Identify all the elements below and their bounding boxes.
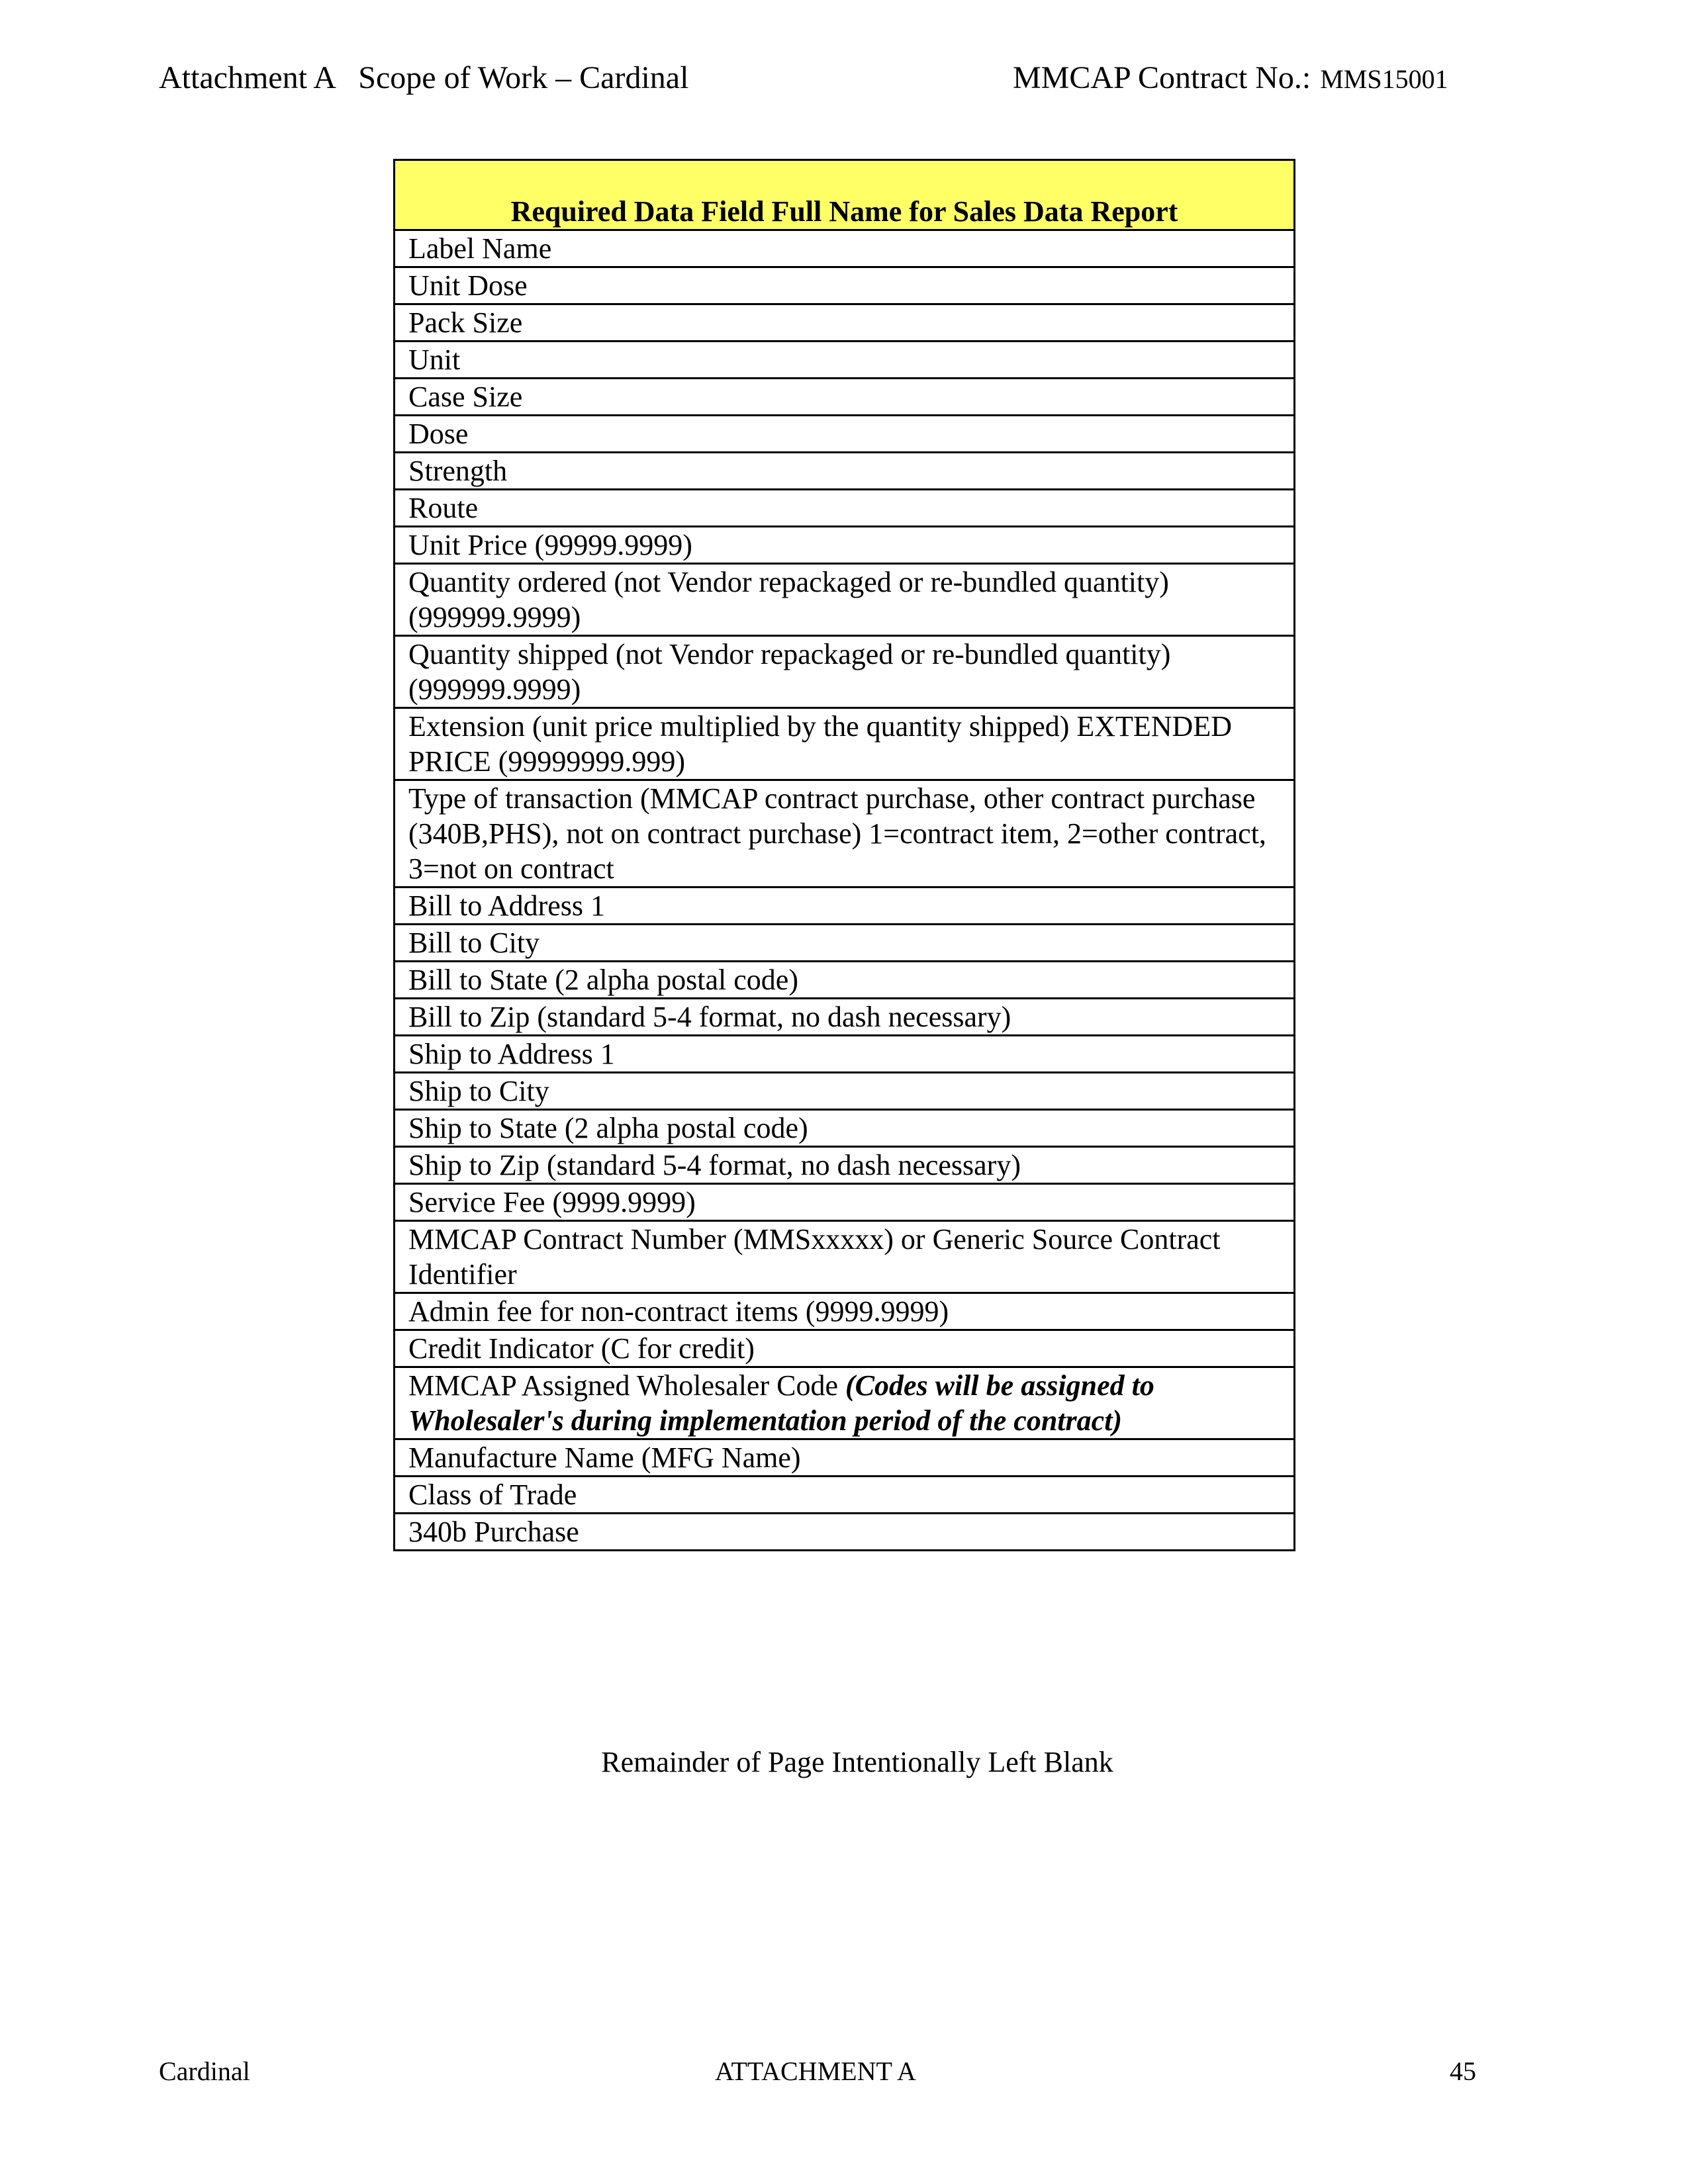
table-row (395, 962, 1295, 999)
table-row (395, 1073, 1295, 1110)
field-name-text: Credit Indicator (C for credit) (408, 1332, 755, 1365)
field-name-text: Type of transaction (MMCAP contract purchase, other contract purchase (340B,PHS), not on contract purchase) 1=contract item, 2=other contract, 3=not on contract (408, 782, 1266, 885)
field-name-cell (395, 527, 1295, 564)
table-row (395, 416, 1295, 453)
field-name-text: Dose (408, 418, 469, 450)
field-name-text: Ship to State (2 alpha postal code) (408, 1112, 808, 1144)
field-name-cell (395, 1514, 1295, 1551)
field-name-text: Label Name (408, 232, 552, 265)
table-row (395, 1110, 1295, 1147)
table-row (395, 527, 1295, 564)
field-name-text: Bill to Zip (standard 5-4 format, no dash necessary) (408, 1001, 1011, 1033)
field-name-text: Ship to City (408, 1075, 549, 1107)
table-row (395, 1184, 1295, 1221)
field-name-text: Class of Trade (408, 1479, 577, 1511)
table-row (395, 453, 1295, 490)
field-name-cell (395, 780, 1295, 887)
field-name-cell (395, 999, 1295, 1036)
field-name-cell (395, 267, 1295, 304)
field-name-cell (395, 1073, 1295, 1110)
table-row (395, 1036, 1295, 1073)
field-name-cell (395, 887, 1295, 925)
field-name-cell (395, 304, 1295, 341)
footer-company: Cardinal (159, 2056, 250, 2086)
field-name-cell (395, 453, 1295, 490)
table-row (395, 564, 1295, 636)
field-name-text: 340b Purchase (408, 1516, 579, 1548)
table-row (395, 304, 1295, 341)
field-name-cell (395, 962, 1295, 999)
field-name-text: Route (408, 492, 479, 524)
field-name-cell (395, 230, 1295, 267)
field-name-cell (395, 1147, 1295, 1184)
table-row (395, 1330, 1295, 1367)
field-name-cell (395, 379, 1295, 416)
field-name-text: Manufacture Name (MFG Name) (408, 1441, 801, 1474)
header-title: Attachment A Scope of Work – Cardinal (159, 60, 689, 95)
table-row (395, 490, 1295, 527)
field-name-cell (395, 1477, 1295, 1514)
table-row (395, 1293, 1295, 1330)
contract-label: MMCAP Contract No.: (1013, 60, 1311, 95)
footer-attachment: ATTACHMENT A (715, 2056, 916, 2086)
table-body (395, 230, 1295, 1551)
table-row (395, 1477, 1295, 1514)
field-name-text: Bill to City (408, 927, 540, 959)
field-name-cell (395, 1293, 1295, 1330)
field-name-cell (395, 490, 1295, 527)
field-name-text: Bill to Address 1 (408, 889, 606, 922)
table-row (395, 1367, 1295, 1439)
field-name-cell (395, 1110, 1295, 1147)
field-name-cell (395, 1367, 1295, 1439)
field-name-cell (395, 1184, 1295, 1221)
field-name-text: Ship to Address 1 (408, 1038, 615, 1070)
field-name-text: Admin fee for non-contract items (9999.9999) (408, 1295, 949, 1328)
blank-page-note: Remainder of Page Intentionally Left Blank (601, 1746, 1113, 1778)
field-name-text: Quantity shipped (not Vendor repackaged or re-bundled quantity) (999999.9999) (408, 638, 1171, 705)
field-name-text: Unit (408, 343, 461, 376)
table-row (395, 1439, 1295, 1477)
table-row (395, 379, 1295, 416)
field-name-text: Strength (408, 455, 508, 487)
field-name-text: Bill to State (2 alpha postal code) (408, 964, 798, 996)
field-name-text: Case Size (408, 381, 523, 413)
field-name-text: MMCAP Contract Number (MMSxxxxx) or Generic Source Contract Identifier (408, 1223, 1221, 1291)
table-row (395, 1147, 1295, 1184)
table-heading: Required Data Field Full Name for Sales Data Report (395, 160, 1295, 230)
table-header-row (395, 160, 1295, 230)
field-name-text: MMCAP Assigned Wholesaler Code (408, 1369, 845, 1402)
table-row (395, 925, 1295, 962)
table-row (395, 887, 1295, 925)
page-number: 45 (1450, 2056, 1476, 2086)
field-name-cell (395, 1439, 1295, 1477)
field-name-cell (395, 925, 1295, 962)
field-name-text: Ship to Zip (standard 5-4 format, no dash necessary) (408, 1149, 1021, 1181)
header-contract (1013, 58, 1448, 99)
field-name-cell (395, 341, 1295, 379)
field-name-cell (395, 1221, 1295, 1293)
field-name-text: Extension (unit price multiplied by the quantity shipped) EXTENDED PRICE (99999999.999) (408, 710, 1232, 778)
table-row (395, 267, 1295, 304)
required-fields-table (393, 159, 1295, 1551)
field-name-text: Unit Dose (408, 269, 528, 302)
field-name-cell (395, 708, 1295, 780)
table-row (395, 230, 1295, 267)
field-name-text: Service Fee (9999.9999) (408, 1186, 696, 1218)
field-name-text: Quantity ordered (not Vendor repackaged or re-bundled quantity)(999999.9999) (408, 566, 1169, 633)
field-name-cell (395, 1036, 1295, 1073)
table-row (395, 1221, 1295, 1293)
contract-number: MMS15001 (1320, 64, 1448, 94)
table-row (395, 636, 1295, 708)
table-row (395, 1514, 1295, 1551)
table-row (395, 780, 1295, 887)
table-row (395, 999, 1295, 1036)
table-row (395, 708, 1295, 780)
field-name-text: Unit Price (99999.9999) (408, 529, 692, 561)
field-name-cell (395, 564, 1295, 636)
field-name-cell (395, 636, 1295, 708)
field-name-cell (395, 1330, 1295, 1367)
field-name-text: Pack Size (408, 306, 523, 339)
field-name-emphasis: (Codes will be assigned to Wholesaler's during implementation period of the contract) (408, 1369, 1154, 1437)
table-row (395, 341, 1295, 379)
field-name-cell (395, 416, 1295, 453)
